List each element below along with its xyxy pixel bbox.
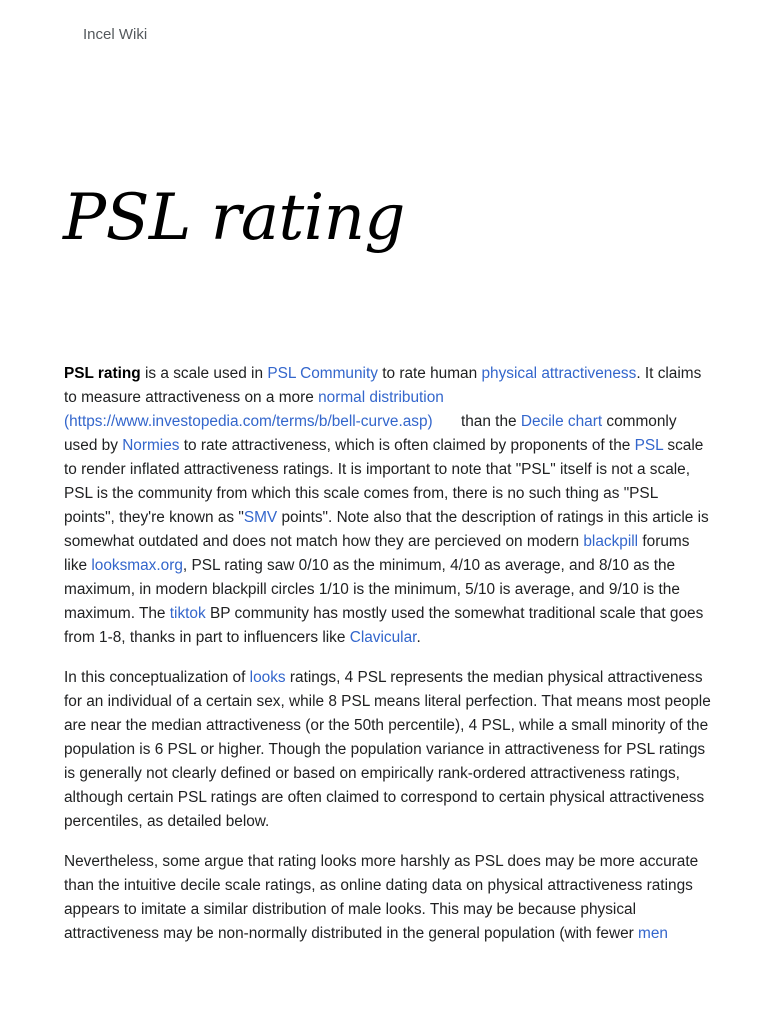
link-physical-attractiveness[interactable]: physical attractiveness [481, 365, 637, 382]
text-span: Nevertheless, some argue that rating looks more harshly as PSL does may be more accurate than the intuitive decile scale ratings, as online dating data on physical attractiveness ratings appears to imitate a similar distribution of male looks. This may be because physical attractiveness may be non-normally distributed in the general population (with fewer [64, 853, 699, 942]
link-looks[interactable]: looks [249, 669, 286, 686]
bold-term: PSL rating [64, 365, 141, 382]
link-clavicular[interactable]: Clavicular [349, 629, 417, 646]
text-span: ratings, 4 PSL represents the median physical attractiveness for an individual of a certain sex, while 8 PSL means literal perfection. That means most people are near the median attractiveness (or the 50th percentile), 4 PSL, while a small minority of the population is 6 PSL or higher. Though the population variance in attractiveness for PSL ratings is generally not clearly defined or based on empirically rank-ordered attractiveness ratings, although certain PSL ratings are often claimed to correspond to certain physical attractiveness percentiles, as detailed below. [64, 669, 711, 830]
paragraph-intro [64, 362, 712, 650]
text-span: . [416, 629, 421, 646]
text-span: points". Note also that the description of ratings in this article is somewhat outdated and does not match how they are percieved on modern [64, 509, 709, 550]
site-name-text: Incel Wiki [83, 28, 148, 43]
text-span: scale to render inflated attractiveness ratings. It is important to note that "PSL" itself is not a scale, PSL is the community from which this scale comes from, there is no such thing as "PSL points", they're known as " [64, 437, 704, 526]
link-looksmax[interactable]: looksmax.org [91, 557, 183, 574]
paragraph-conceptualization [64, 666, 712, 834]
link-normies[interactable]: Normies [122, 437, 180, 454]
link-psl-community[interactable]: PSL Community [267, 365, 378, 382]
text-span: to rate human [377, 365, 482, 382]
page-title: PSL rating [63, 181, 405, 255]
link-decile-chart[interactable]: Decile chart [520, 413, 603, 430]
link-tiktok[interactable]: tiktok [169, 605, 206, 622]
link-smv[interactable]: SMV [243, 509, 278, 526]
text-span: BP community has mostly used the somewhat traditional scale that goes from 1-8, thanks in part to influencers like [64, 605, 704, 646]
text-span: commonly used by [64, 413, 677, 454]
link-blackpill[interactable]: blackpill [583, 533, 639, 550]
text-span: , PSL rating saw 0/10 as the minimum, 4/10 as average, and 8/10 as the maximum, in modern blackpill circles 1/10 is the minimum, 5/10 is average, and 9/10 is the maximum. The [64, 557, 680, 622]
text-span: . It claims to measure attractiveness on a more [64, 365, 702, 406]
text-span: to rate attractiveness, which is often claimed by proponents of the [179, 437, 635, 454]
paragraph-nevertheless [64, 850, 712, 946]
article-body [64, 362, 712, 962]
link-psl[interactable]: PSL [634, 437, 664, 454]
site-name[interactable] [83, 28, 147, 50]
link-normal-distribution[interactable]: normal distribution (https://www.investopedia.com/terms/b/bell-curve.asp) [64, 389, 444, 430]
text-span: is a scale used in [140, 365, 268, 382]
link-men[interactable]: men [638, 925, 668, 942]
text-span: In this conceptualization of [64, 669, 250, 686]
text-span: forums like [64, 533, 690, 574]
text-span: than the [456, 413, 521, 430]
